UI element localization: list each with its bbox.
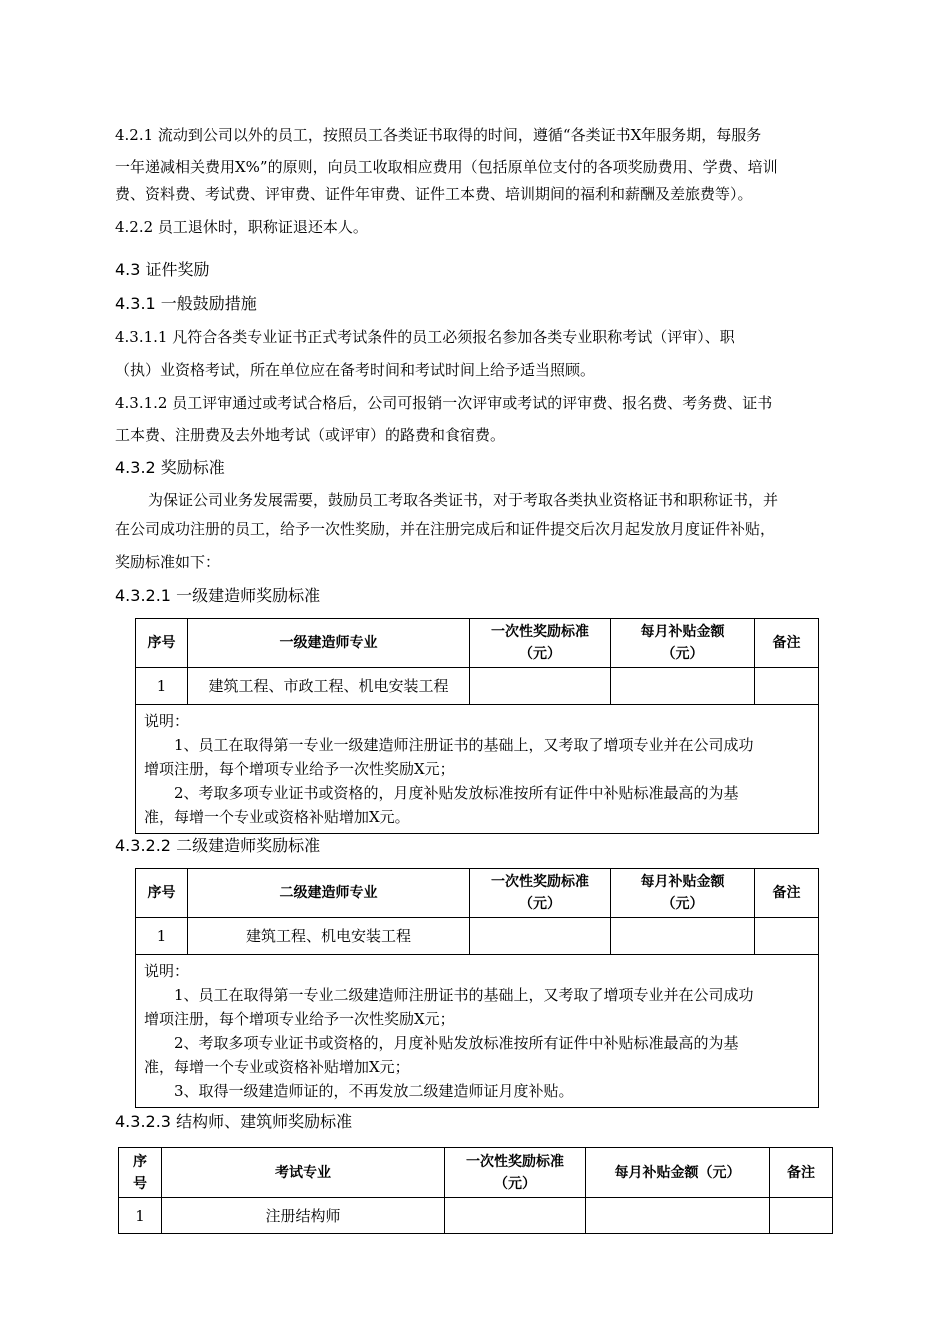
note-title: 说明： bbox=[144, 962, 190, 980]
cell-no: 1 bbox=[136, 918, 188, 955]
th-once-reward-text: 一次性奖励标准（元） bbox=[466, 1153, 564, 1192]
note-line-1: 1、员工在取得第一专业一级建造师注册证书的基础上，又考取了增项专业并在公司成功 bbox=[174, 736, 754, 754]
th-once-reward-text: 一次性奖励标准（元） bbox=[491, 624, 589, 662]
th-no: 序号 bbox=[136, 619, 188, 668]
note-line-2: 增项注册，每个增项专业给予一次性奖励X元； bbox=[144, 760, 455, 778]
table-structural-architect bbox=[118, 1147, 833, 1234]
th-remark: 备注 bbox=[770, 1148, 833, 1198]
table-level2-builder bbox=[135, 868, 819, 1108]
para-4-2-1-line-2: 一年递减相关费用X%”的原则，向员工收取相应费用（包括原单位支付的各项奖励费用、学费、培训 bbox=[115, 158, 778, 176]
th-once-reward bbox=[470, 869, 611, 918]
cell-once-reward bbox=[470, 918, 611, 955]
cell-major: 建筑工程、市政工程、机电安装工程 bbox=[188, 668, 470, 705]
th-once-reward bbox=[445, 1148, 586, 1198]
cell-once-reward bbox=[445, 1198, 586, 1234]
cell-monthly-subsidy bbox=[586, 1198, 770, 1234]
para-4-3-1-2-line-2: 工本费、注册费及去外地考试（或评审）的路费和食宿费。 bbox=[115, 426, 506, 444]
th-no-text: 序号 bbox=[133, 1153, 147, 1192]
th-no: 序号 bbox=[136, 869, 188, 918]
cell-monthly-subsidy bbox=[611, 918, 755, 955]
cell-remark bbox=[755, 668, 819, 705]
th-remark: 备注 bbox=[755, 869, 819, 918]
note-line-4: 准，每增一个专业或资格补贴增加X元； bbox=[144, 1058, 410, 1076]
th-once-reward bbox=[470, 619, 611, 668]
th-monthly-subsidy bbox=[611, 869, 755, 918]
th-remark: 备注 bbox=[755, 619, 819, 668]
cell-major: 注册结构师 bbox=[162, 1198, 445, 1234]
note-title: 说明： bbox=[144, 712, 190, 730]
heading-4-3-2: 4.3.2 奖励标准 bbox=[115, 458, 225, 477]
note-line-4: 准，每增一个专业或资格补贴增加X元。 bbox=[144, 808, 410, 826]
heading-4-3: 4.3 证件奖励 bbox=[115, 260, 210, 279]
para-4-2-1-line-3: 费、资料费、考试费、评审费、证件年审费、证件工本费、培训期间的福利和薪酬及差旅费等）。 bbox=[115, 185, 753, 203]
note-line-5: 3、取得一级建造师证的，不再发放二级建造师证月度补贴。 bbox=[174, 1082, 574, 1100]
para-4-3-2-line-2: 在公司成功注册的员工，给予一次性奖励，并在注册完成后和证件提交后次月起发放月度证件补贴， bbox=[115, 520, 776, 538]
th-major: 二级建造师专业 bbox=[188, 869, 470, 918]
th-monthly-subsidy bbox=[611, 619, 755, 668]
note-line-3: 2、考取多项专业证书或资格的，月度补贴发放标准按所有证件中补贴标准最高的为基 bbox=[174, 784, 739, 802]
para-4-3-1-1-line-1: 4.3.1.1 凡符合各类专业证书正式考试条件的员工必须报名参加各类专业职称考试（评审）、职 bbox=[115, 328, 735, 346]
cell-remark bbox=[755, 918, 819, 955]
para-4-3-2-line-1: 为保证公司业务发展需要，鼓励员工考取各类证书，对于考取各类执业资格证书和职称证书，并 bbox=[148, 491, 779, 509]
note-line-1: 1、员工在取得第一专业二级建造师注册证书的基础上，又考取了增项专业并在公司成功 bbox=[174, 986, 754, 1004]
th-monthly-subsidy-text: 每月补贴金额（元） bbox=[640, 874, 725, 912]
note-line-2: 增项注册，每个增项专业给予一次性奖励X元； bbox=[144, 1010, 455, 1028]
cell-no: 1 bbox=[119, 1198, 162, 1234]
table-note bbox=[136, 705, 819, 834]
note-line-3: 2、考取多项专业证书或资格的，月度补贴发放标准按所有证件中补贴标准最高的为基 bbox=[174, 1034, 739, 1052]
para-4-3-1-1-line-2: （执）业资格考试，所在单位应在备考时间和考试时间上给予适当照顾。 bbox=[115, 361, 596, 379]
cell-once-reward bbox=[470, 668, 611, 705]
heading-4-3-2-3: 4.3.2.3 结构师、建筑师奖励标准 bbox=[115, 1112, 353, 1131]
cell-remark bbox=[770, 1198, 833, 1234]
heading-4-3-2-2: 4.3.2.2 二级建造师奖励标准 bbox=[115, 836, 321, 855]
th-major: 考试专业 bbox=[162, 1148, 445, 1198]
para-4-3-2-line-3: 奖励标准如下： bbox=[115, 553, 221, 571]
th-once-reward-text: 一次性奖励标准（元） bbox=[491, 874, 589, 912]
cell-no: 1 bbox=[136, 668, 188, 705]
para-4-2-2: 4.2.2 员工退休时，职称证退还本人。 bbox=[115, 218, 368, 236]
cell-monthly-subsidy bbox=[611, 668, 755, 705]
heading-4-3-1: 4.3.1 一般鼓励措施 bbox=[115, 294, 257, 313]
para-4-2-1-line-1: 4.2.1 流动到公司以外的员工，按照员工各类证书取得的时间，遵循“各类证书X年服务期，每服务 bbox=[115, 126, 762, 144]
th-no bbox=[119, 1148, 162, 1198]
cell-major: 建筑工程、机电安装工程 bbox=[188, 918, 470, 955]
para-4-3-1-2-line-1: 4.3.1.2 员工评审通过或考试合格后，公司可报销一次评审或考试的评审费、报名费、考务费、证书 bbox=[115, 394, 773, 412]
heading-4-3-2-1: 4.3.2.1 一级建造师奖励标准 bbox=[115, 586, 321, 605]
th-monthly-subsidy-text: 每月补贴金额（元） bbox=[640, 624, 725, 662]
th-major: 一级建造师专业 bbox=[188, 619, 470, 668]
th-monthly-subsidy: 每月补贴金额（元） bbox=[586, 1148, 770, 1198]
table-note bbox=[136, 955, 819, 1108]
table-level1-builder bbox=[135, 618, 819, 834]
